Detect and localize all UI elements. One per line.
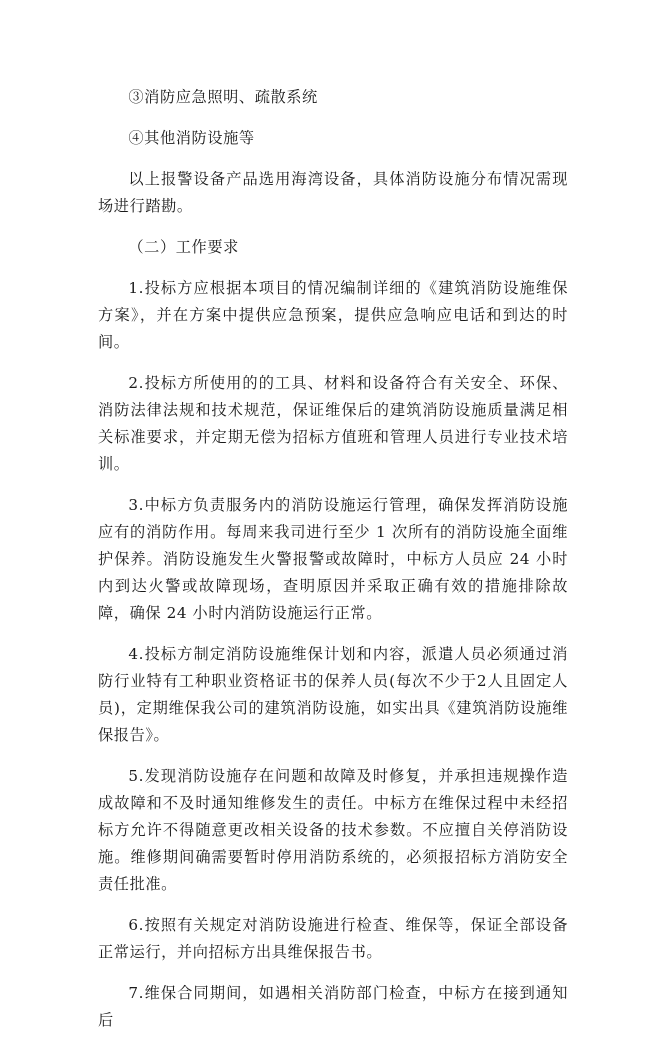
requirement-6: 6.按照有关规定对消防设施进行检查、维保等，保证全部设备正常运行，并向招标方出具维保报告书。 xyxy=(98,916,568,961)
list-item-emergency-lighting: ③消防应急照明、疏散系统 xyxy=(128,88,318,106)
requirement-1: 1.投标方应根据本项目的情况编制详细的《建筑消防设施维保方案》，并在方案中提供应急预案，提供应急响应电话和到达的时间。 xyxy=(98,279,568,351)
requirement-4: 4.投标方制定消防设施维保计划和内容，派遣人员必须通过消防行业特有工种职业资格证书的保养人员(每次不少于2人且固定人员)，定期维保我公司的建筑消防设施，如实出具《建筑消防设施维保报告》。 xyxy=(98,645,568,744)
requirement-5: 5.发现消防设施存在问题和故障及时修复，并承担违规操作造成故障和不及时通知维修发生的责任。中标方在维保过程中未经招标方允许不得随意更改相关设备的技术参数。不应擅自关停消防设施。维修期间确需要暂时停用消防系统的，必须报招标方消防安全责任批准。 xyxy=(98,767,568,893)
list-item-other-facilities: ④其他消防设施等 xyxy=(128,129,255,147)
requirement-2: 2.投标方所使用的的工具、材料和设备符合有关安全、环保、消防法律法规和技术规范，保证维保后的建筑消防设施质量满足相关标准要求，并定期无偿为招标方值班和管理人员进行专业技术培训。 xyxy=(98,374,568,473)
document-page xyxy=(98,84,568,1048)
section-heading-work-requirements: （二）工作要求 xyxy=(128,238,239,256)
requirement-7: 7.维保合同期间，如遇相关消防部门检查，中标方在接到通知后 xyxy=(98,984,568,1029)
requirement-3: 3.中标方负责服务内的消防设施运行管理，确保发挥消防设施应有的消防作用。每周来我司进行至少 1 次所有的消防设施全面维护保养。消防设施发生火警报警或故障时，中标方人员应 24 小时内到达火警或故障现场，查明原因并采取正确有效的措施排除故障，确保 24 小时内消防设施运行正常。 xyxy=(98,496,568,622)
paragraph-equipment-note: 以上报警设备产品选用海湾设备，具体消防设施分布情况需现场进行踏勘。 xyxy=(98,170,568,215)
